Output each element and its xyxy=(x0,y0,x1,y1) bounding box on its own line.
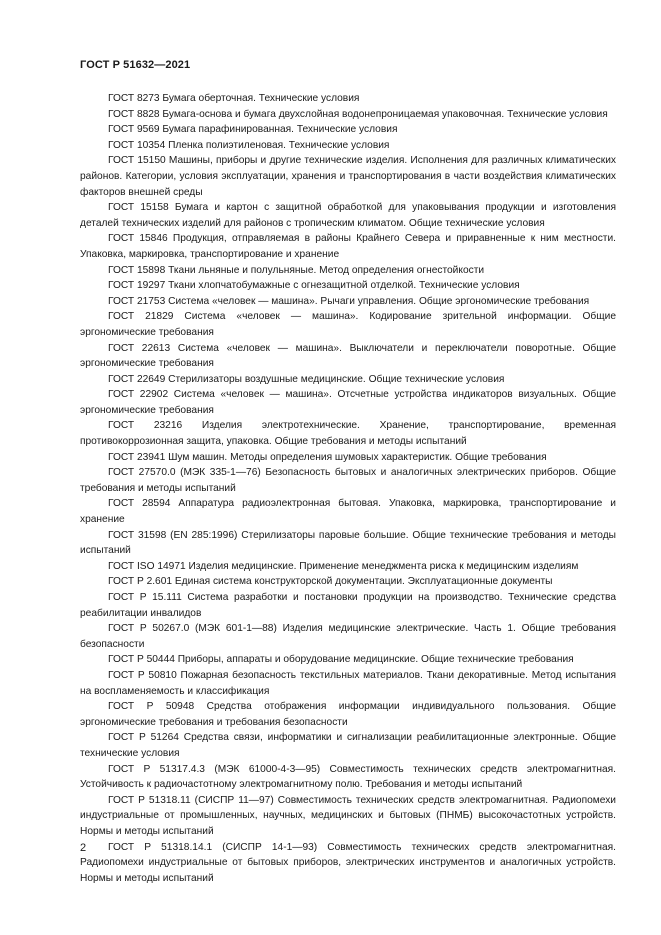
reference-item: ГОСТ Р 51318.14.1 (СИСПР 14-1—93) Совместимость технических средств электромагнитная. Радиопомехи индустриальные от бытовых приборов, электрических инструментов и аналогичных устройств. Нормы и методы испытаний xyxy=(80,841,616,884)
reference-item: ГОСТ 19297 Ткани хлопчатобумажные с огнезащитной отделкой. Технические условия xyxy=(108,280,520,292)
reference-item: ГОСТ Р 51318.11 (СИСПР 11—97) Совместимость технических средств электромагнитная. Радиопомехи индустриальные от промышленных, научных, медицинских и бытовых (ПНМБ) высокочастотных устройств. Нормы и методы испытаний xyxy=(80,794,616,837)
reference-item: ГОСТ Р 2.601 Единая система конструкторской документации. Эксплуатационные документы xyxy=(108,576,553,588)
reference-item: ГОСТ 10354 Пленка полиэтиленовая. Технические условия xyxy=(108,139,390,151)
document-header: ГОСТ Р 51632—2021 xyxy=(80,59,191,71)
reference-item: ГОСТ 21829 Система «человек — машина». Кодирование зрительной информации. Общие эргономические требования xyxy=(80,311,616,338)
reference-item: ГОСТ 9569 Бумага парафинированная. Технические условия xyxy=(108,124,398,136)
reference-item: ГОСТ 27570.0 (МЭК 335-1—76) Безопасность бытовых и аналогичных электрических приборов. Общие требования и методы испытаний xyxy=(80,467,616,494)
reference-item: ГОСТ 23941 Шум машин. Методы определения шумовых характеристик. Общие требования xyxy=(108,451,547,463)
reference-item: ГОСТ Р 51317.4.3 (МЭК 61000-4-3—95) Совместимость технических средств электромагнитная. Устойчивость к радиочастотному электромагнитному полю. Требования и методы испытаний xyxy=(80,763,616,791)
normative-references-list xyxy=(80,91,616,886)
reference-item: ГОСТ 23216 Изделия электротехнические. Хранение, транспортирование, временная противокоррозионная защита, упаковка. Общие требования и методы испытаний xyxy=(80,420,616,448)
reference-item: ГОСТ Р 15.111 Система разработки и постановки продукции на производство. Технические средства реабилитации инвалидов xyxy=(80,592,616,619)
reference-item: ГОСТ 15846 Продукция, отправляемая в районы Крайнего Севера и приравненные к ним местности. Упаковка, маркировка, транспортирование и хранение xyxy=(80,233,616,260)
reference-item: ГОСТ Р 50444 Приборы, аппараты и оборудование медицинские. Общие технические требования xyxy=(108,654,574,666)
reference-item: ГОСТ 8828 Бумага-основа и бумага двухслойная водонепроницаемая упаковочная. Технические условия xyxy=(108,108,608,120)
reference-item: ГОСТ Р 50810 Пожарная безопасность текстильных материалов. Ткани декоративные. Метод испытания на воспламеняемость и классификация xyxy=(80,669,616,697)
reference-item: ГОСТ Р 50267.0 (МЭК 601-1—88) Изделия медицинские электрические. Часть 1. Общие требования безопасности xyxy=(80,623,616,650)
reference-item: ГОСТ ISO 14971 Изделия медицинские. Применение менеджмента риска к медицинским изделиям xyxy=(108,560,579,572)
page-number: 2 xyxy=(80,842,87,854)
reference-item: ГОСТ 21753 Система «человек — машина». Рычаги управления. Общие эргономические требования xyxy=(108,295,590,307)
reference-item: ГОСТ 22902 Система «человек — машина». Отсчетные устройства индикаторов визуальных. Общие эргономические требования xyxy=(80,389,616,416)
reference-item: ГОСТ 28594 Аппаратура радиоэлектронная бытовая. Упаковка, маркировка, транспортирование и хранение xyxy=(80,498,616,526)
reference-item: ГОСТ Р 51264 Средства связи, информатики и сигнализации реабилитационные электронные. Общие технические условия xyxy=(80,732,616,759)
reference-item: ГОСТ 22613 Система «человек — машина». Выключатели и переключатели поворотные. Общие эргономические требования xyxy=(80,342,616,370)
reference-item: ГОСТ 31598 (EN 285:1996) Стерилизаторы паровые большие. Общие технические требования и методы испытаний xyxy=(80,529,616,557)
reference-item: ГОСТ 15158 Бумага и картон с защитной обработкой для упаковывания продукции и изготовления деталей технических изделий для районов с тропическим климатом. Общие технические условия xyxy=(80,202,616,229)
reference-item: ГОСТ Р 50948 Средства отображения информации индивидуального пользования. Общие эргономические требования и требования безопасности xyxy=(80,701,616,728)
reference-item: ГОСТ 15898 Ткани льняные и полульняные. Метод определения огнестойкости xyxy=(108,264,485,276)
reference-item: ГОСТ 8273 Бумага оберточная. Технические условия xyxy=(108,93,360,104)
reference-item: ГОСТ 15150 Машины, приборы и другие технические изделия. Исполнения для различных климатических районов. Категории, условия эксплуатации, хранения и транспортирования в части воздействия климатических факторов внешней среды xyxy=(80,155,616,198)
reference-item: ГОСТ 22649 Стерилизаторы воздушные медицинские. Общие технические условия xyxy=(108,373,505,385)
